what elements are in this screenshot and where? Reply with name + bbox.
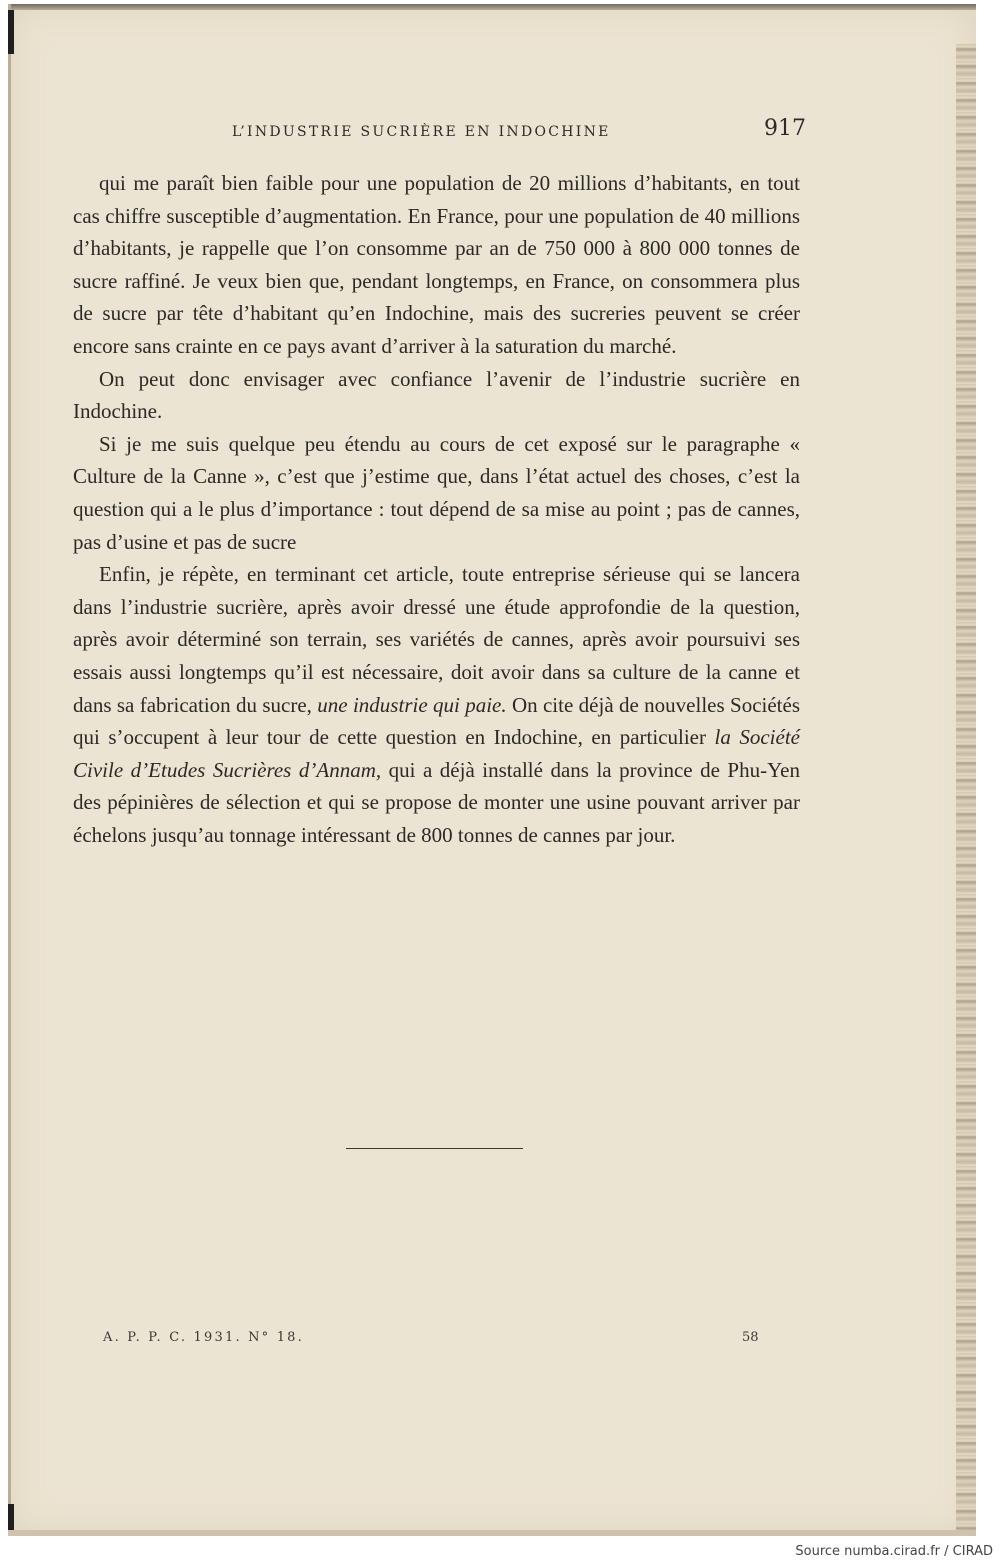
page-left-edge (8, 4, 11, 1536)
paragraph-4 (73, 558, 800, 851)
paragraph-4-part-1: Enfin, je répète, en terminant cet article, toute entreprise sérieuse qui se lancera dans l’industrie sucrière, après avoir dressé une étude approfondie de la question, après avoir déterminé son terrain, ses variétés de cannes, après avoir poursuivi ses essais aussi longtemps qu’il est nécessaire, doit avoir dans sa culture de la canne et dans sa fabrication du sucre, (73, 562, 800, 717)
paragraph-4-italic-1: une industrie qui paie. (317, 692, 507, 717)
footer-signature: A. P. P. C. 1931. N° 18. (103, 1330, 304, 1345)
binding-mark-top (8, 10, 14, 54)
end-rule (346, 1148, 523, 1149)
page-bottom-edge (8, 1530, 976, 1536)
page-top-edge (8, 4, 976, 10)
paragraph-4-part-3: qui a déjà installé dans la province de Phu-Yen des pépinières de sélection et qui se propose de monter une usine pouvant arriver par échelons jusqu’au tonnage intéressant de 800 tonnes de cannes par jour. (73, 757, 800, 847)
source-credit: Source numba.cirad.fr / CIRAD (795, 1544, 993, 1559)
running-title: L’INDUSTRIE SUCRIÈRE EN INDOCHINE (232, 124, 611, 140)
body-text (73, 167, 800, 851)
paragraph-1: qui me paraît bien faible pour une population de 20 millions d’habitants, en tout cas chiffre susceptible d’augmentation. En France, pour une population de 40 millions d’habitants, je rappelle que l’on consomme par an de 750 000 à 800 000 tonnes de sucre raffiné. Je veux bien que, pendant longtemps, en France, on consommera plus de sucre par tête d’habitant qu’en Indochine, mais des sucreries peuvent se créer encore sans crainte en ce pays avant d’arriver à la saturation du marché. (73, 171, 800, 358)
footer-sheet-number: 58 (742, 1330, 759, 1345)
page-right-edge (956, 44, 976, 1534)
paragraph-4-italic-2: la Société Civile d’Etudes Sucrières d’Annam, (73, 725, 800, 782)
paragraph-3: Si je me suis quelque peu étendu au cours de cet exposé sur le paragraphe « Culture de la Canne », c’est que j’estime que, dans l’état actuel des choses, c’est la question qui a le plus d’importance : tout dépend de sa mise au point ; pas de cannes, pas d’usine et pas de sucre (73, 431, 800, 554)
paragraph-4-part-2: On cite déjà de nouvelles Sociétés qui s’occupent à leur tour de cette question en Indochine, en particulier (73, 692, 800, 750)
paragraph-2: On peut donc envisager avec confiance l’avenir de l’industrie sucrière en Indochine. (73, 366, 800, 424)
page-number: 917 (764, 116, 806, 141)
